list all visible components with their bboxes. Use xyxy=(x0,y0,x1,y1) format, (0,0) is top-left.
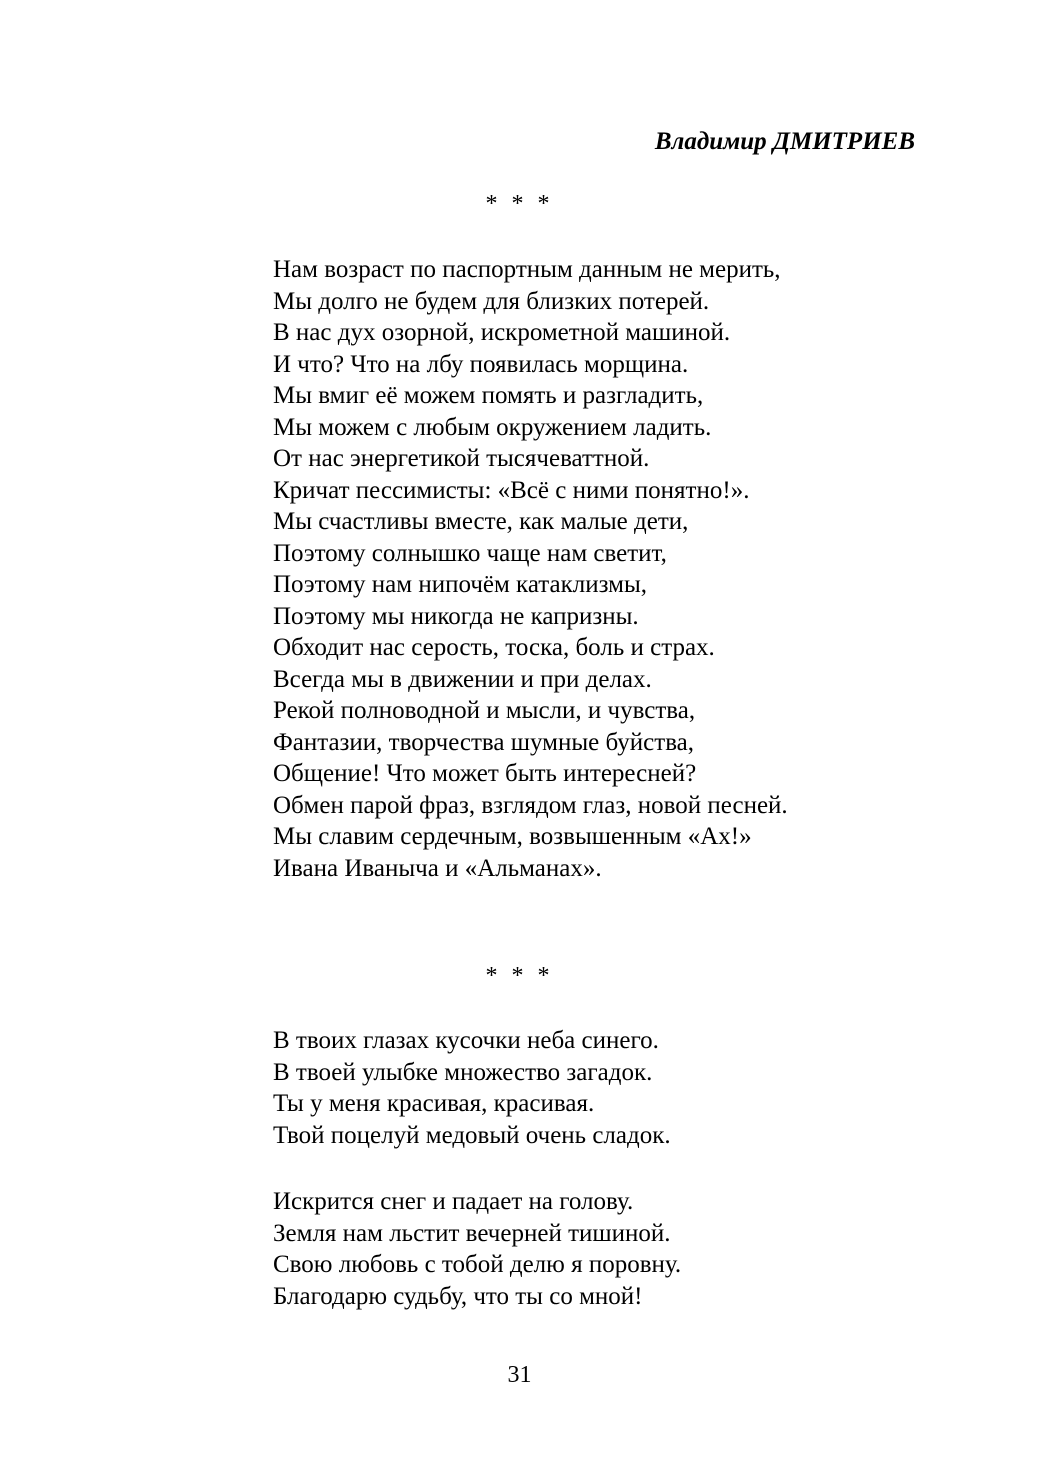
poem-line: Фантазии, творчества шумные буйства, xyxy=(273,728,695,756)
poem-line: Обмен парой фраз, взглядом глаз, новой песней. xyxy=(273,791,788,819)
poem-line: Всегда мы в движении и при делах. xyxy=(273,665,652,693)
poem-line: Рекой полноводной и мысли, и чувства, xyxy=(273,697,696,724)
poem-line: Ивана Иваныча и «Альманах». xyxy=(273,854,602,882)
poem-line: И что? Что на лбу появилась морщина. xyxy=(273,350,689,378)
poem-line: Обходит нас серость, тоска, боль и страх. xyxy=(273,634,715,661)
poem-line: Мы счастливы вместе, как малые дети, xyxy=(273,508,689,535)
poem-line: В нас дух озорной, искрометной машиной. xyxy=(273,319,731,346)
poem-line: Поэтому мы никогда не капризны. xyxy=(273,602,639,630)
poem-separator: * * * xyxy=(485,963,554,989)
poem-line: Мы долго не будем для близких потерей. xyxy=(273,287,710,315)
poem-line: Мы славим сердечным, возвышенным «Ах!» xyxy=(273,823,752,850)
poem-line: Искрится снег и падает на голову. xyxy=(273,1188,634,1215)
poem-separator: * * * xyxy=(485,191,554,217)
poem-line: От нас энергетикой тысячеваттной. xyxy=(273,445,650,472)
poem-line: Мы вмиг её можем помять и разгладить, xyxy=(273,382,704,409)
author-name: Владимир ДМИТРИЕВ xyxy=(654,128,915,155)
poem-2-stanza-2 xyxy=(273,1186,681,1312)
poem-line: Поэтому нам нипочём катаклизмы, xyxy=(273,571,647,598)
poem-line: В твоих глазах кусочки неба синего. xyxy=(273,1027,659,1054)
poem-line: Поэтому солнышко чаще нам светит, xyxy=(273,539,667,567)
poem-line: Земля нам льстит вечерней тишиной. xyxy=(273,1219,671,1247)
poem-line: Свою любовь с тобой делю я поровну. xyxy=(273,1251,682,1278)
poem-line: Мы можем с любым окружением ладить. xyxy=(273,413,712,441)
poem-line: В твоей улыбке множество загадок. xyxy=(273,1058,653,1086)
poem-1-stanza-1 xyxy=(273,254,788,884)
poem-line: Ты у меня красивая, красивая. xyxy=(273,1090,595,1117)
poem-line: Благодарю судьбу, что ты со мной! xyxy=(273,1282,643,1310)
poem-line: Нам возраст по паспортным данным не мерить, xyxy=(273,256,781,283)
page-number: 31 xyxy=(507,1362,532,1388)
poem-2-stanza-1 xyxy=(273,1025,671,1151)
poem-line: Кричат пессимисты: «Всё с ними понятно!». xyxy=(273,476,750,504)
poem-line: Общение! Что может быть интересней? xyxy=(273,760,697,787)
poem-line: Твой поцелуй медовый очень сладок. xyxy=(273,1121,671,1149)
